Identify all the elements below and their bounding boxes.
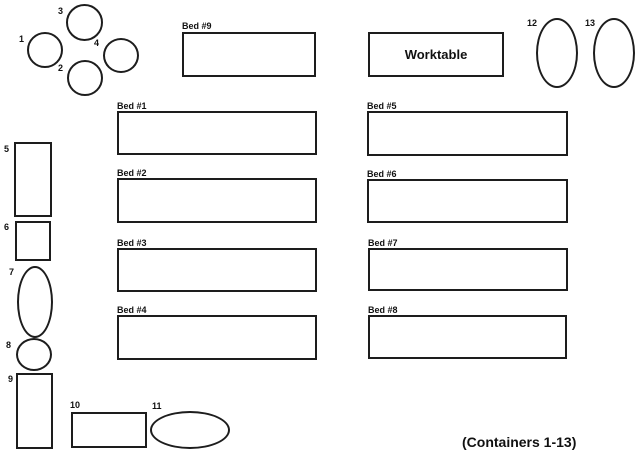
worktable-label: Worktable [404, 47, 468, 62]
bed-7-label: Bed #7 [368, 238, 398, 248]
bed-6-outline [367, 179, 568, 223]
container-11-ellipse [150, 411, 230, 449]
bed-3-label: Bed #3 [117, 238, 147, 248]
container-10-rect [71, 412, 147, 448]
container-12-ellipse [536, 18, 578, 88]
bed-2-label: Bed #2 [117, 168, 147, 178]
bed-9-label: Bed #9 [182, 21, 212, 31]
container-5-rect [14, 142, 52, 217]
container-3-label: 3 [58, 6, 64, 16]
container-12-label: 12 [527, 18, 538, 28]
container-6-label: 6 [4, 222, 10, 232]
container-4-circle [103, 38, 139, 73]
bed-2-outline [117, 178, 317, 223]
container-4-label: 4 [94, 38, 100, 48]
container-7-label: 7 [9, 267, 15, 277]
container-13-label: 13 [585, 18, 596, 28]
worktable [368, 32, 504, 77]
bed-7-outline [368, 248, 568, 291]
bed-4-outline [117, 315, 317, 360]
container-2-circle [67, 60, 103, 96]
bed-5-label: Bed #5 [367, 101, 397, 111]
container-8-circle [16, 338, 52, 371]
container-9-rect [16, 373, 53, 449]
bed-9-outline [182, 32, 316, 77]
bed-6-label: Bed #6 [367, 169, 397, 179]
bed-8-outline [368, 315, 567, 359]
container-3-circle [66, 4, 103, 41]
container-5-label: 5 [4, 144, 10, 154]
container-7-ellipse [17, 266, 53, 338]
container-13-ellipse [593, 18, 635, 88]
container-6-rect [15, 221, 51, 261]
bed-1-label: Bed #1 [117, 101, 147, 111]
container-11-label: 11 [152, 401, 162, 411]
containers-caption: (Containers 1-13) [462, 434, 577, 450]
bed-4-label: Bed #4 [117, 305, 147, 315]
container-9-label: 9 [8, 374, 14, 384]
container-8-label: 8 [6, 340, 12, 350]
bed-8-label: Bed #8 [368, 305, 398, 315]
bed-1-outline [117, 111, 317, 155]
container-1-label: 1 [19, 34, 25, 44]
bed-5-outline [367, 111, 568, 156]
container-10-label: 10 [70, 400, 81, 410]
bed-3-outline [117, 248, 317, 292]
container-2-label: 2 [58, 63, 64, 73]
